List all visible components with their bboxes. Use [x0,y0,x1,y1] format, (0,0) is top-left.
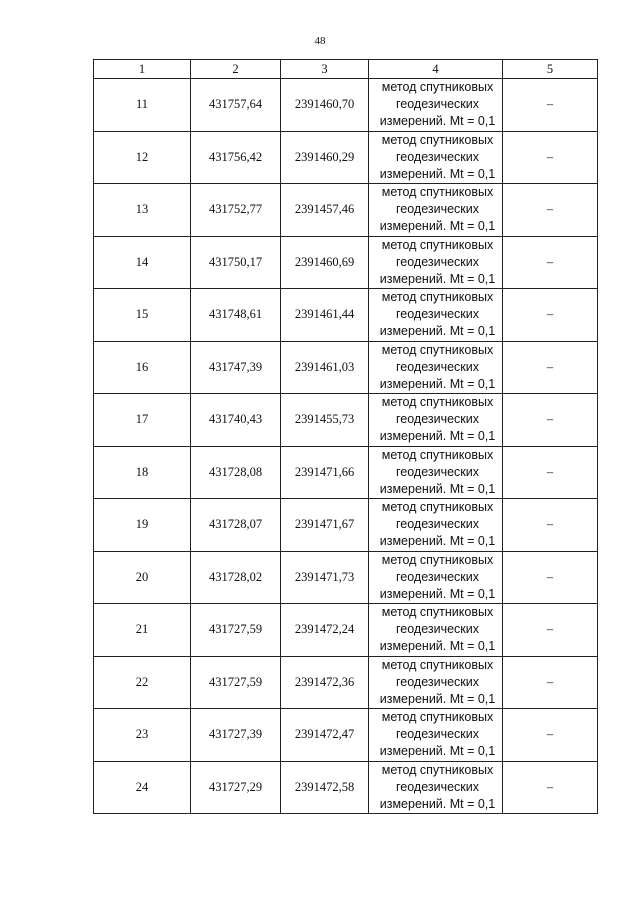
note-cell: – [503,709,598,762]
y-coordinate-cell: 2391471,73 [281,551,369,604]
note-cell: – [503,341,598,394]
y-coordinate-cell: 2391460,69 [281,236,369,289]
point-number-cell: 23 [94,709,191,762]
y-coordinate-cell: 2391461,44 [281,289,369,342]
table-row [94,499,598,552]
method-text-line: метод спутниковых [381,185,494,200]
point-number-cell: 11 [94,79,191,132]
method-cell [369,236,503,289]
table-row [94,709,598,762]
method-text-line: измерений. Mt = 0,1 [379,114,496,129]
point-number-cell: 14 [94,236,191,289]
method-text-line: геодезических [395,779,479,794]
y-coordinate-cell: 2391472,36 [281,656,369,709]
table-row [94,761,598,814]
note-cell: – [503,184,598,237]
y-coordinate-cell: 2391461,03 [281,341,369,394]
table-row [94,446,598,499]
x-coordinate-cell: 431750,17 [191,236,281,289]
method-text-line: геодезических [395,517,479,532]
table-row [94,236,598,289]
method-text-line: геодезических [395,569,479,584]
method-text-line: измерений. Mt = 0,1 [379,481,496,496]
x-coordinate-cell: 431752,77 [191,184,281,237]
x-coordinate-cell: 431748,61 [191,289,281,342]
method-text-line: геодезических [395,307,479,322]
x-coordinate-cell: 431727,59 [191,656,281,709]
method-text-line: геодезических [395,97,479,112]
point-number-cell: 13 [94,184,191,237]
method-text-line: геодезических [395,149,479,164]
x-coordinate-cell: 431727,39 [191,709,281,762]
table-body [94,79,598,814]
method-text-line: метод спутниковых [381,710,494,725]
method-text-line: измерений. Mt = 0,1 [379,166,496,181]
y-coordinate-cell: 2391471,66 [281,446,369,499]
method-text-line: метод спутниковых [381,762,494,777]
x-coordinate-cell: 431740,43 [191,394,281,447]
method-cell [369,709,503,762]
method-text-line: геодезических [395,412,479,427]
method-text-line: геодезических [395,202,479,217]
point-number-cell: 15 [94,289,191,342]
column-header-2: 2 [191,60,281,79]
method-cell [369,604,503,657]
table-row [94,394,598,447]
method-cell [369,551,503,604]
note-cell: – [503,131,598,184]
x-coordinate-cell: 431757,64 [191,79,281,132]
column-header-4: 4 [369,60,503,79]
method-text-line: метод спутниковых [381,237,494,252]
table-row [94,131,598,184]
method-text-line: измерений. Mt = 0,1 [379,324,496,339]
method-text-line: метод спутниковых [381,342,494,357]
note-cell: – [503,604,598,657]
x-coordinate-cell: 431727,59 [191,604,281,657]
method-text-line: измерений. Mt = 0,1 [379,586,496,601]
note-cell: – [503,761,598,814]
method-cell [369,656,503,709]
method-cell [369,394,503,447]
table-header-row [94,60,598,79]
method-text-line: измерений. Mt = 0,1 [379,639,496,654]
method-text-line: метод спутниковых [381,395,494,410]
x-coordinate-cell: 431728,08 [191,446,281,499]
note-cell: – [503,551,598,604]
coordinates-table [93,59,598,814]
method-text-line: метод спутниковых [381,447,494,462]
x-coordinate-cell: 431747,39 [191,341,281,394]
y-coordinate-cell: 2391472,47 [281,709,369,762]
method-text-line: геодезических [395,254,479,269]
method-cell [369,289,503,342]
point-number-cell: 16 [94,341,191,394]
table-row [94,656,598,709]
method-cell [369,446,503,499]
method-text-line: измерений. Mt = 0,1 [379,376,496,391]
method-cell [369,79,503,132]
table-row [94,184,598,237]
y-coordinate-cell: 2391472,58 [281,761,369,814]
method-cell [369,131,503,184]
note-cell: – [503,446,598,499]
note-cell: – [503,499,598,552]
method-text-line: измерений. Mt = 0,1 [379,271,496,286]
note-cell: – [503,394,598,447]
point-number-cell: 20 [94,551,191,604]
method-cell [369,761,503,814]
method-text-line: геодезических [395,622,479,637]
method-text-line: геодезических [395,674,479,689]
method-text-line: измерений. Mt = 0,1 [379,534,496,549]
method-text-line: метод спутниковых [381,552,494,567]
method-text-line: метод спутниковых [381,605,494,620]
table-row [94,79,598,132]
x-coordinate-cell: 431728,07 [191,499,281,552]
table-row [94,551,598,604]
point-number-cell: 22 [94,656,191,709]
method-text-line: метод спутниковых [381,290,494,305]
method-cell [369,499,503,552]
method-text-line: метод спутниковых [381,132,494,147]
method-text-line: измерений. Mt = 0,1 [379,429,496,444]
table-row [94,604,598,657]
x-coordinate-cell: 431727,29 [191,761,281,814]
point-number-cell: 12 [94,131,191,184]
y-coordinate-cell: 2391457,46 [281,184,369,237]
point-number-cell: 18 [94,446,191,499]
method-cell [369,184,503,237]
point-number-cell: 24 [94,761,191,814]
note-cell: – [503,289,598,342]
method-text-line: измерений. Mt = 0,1 [379,744,496,759]
x-coordinate-cell: 431756,42 [191,131,281,184]
method-text-line: измерений. Mt = 0,1 [379,691,496,706]
method-text-line: измерений. Mt = 0,1 [379,796,496,811]
method-text-line: геодезических [395,359,479,374]
x-coordinate-cell: 431728,02 [191,551,281,604]
y-coordinate-cell: 2391472,24 [281,604,369,657]
table-row [94,289,598,342]
method-text-line: измерений. Mt = 0,1 [379,219,496,234]
note-cell: – [503,656,598,709]
method-text-line: метод спутниковых [381,500,494,515]
method-text-line: геодезических [395,464,479,479]
y-coordinate-cell: 2391471,67 [281,499,369,552]
note-cell: – [503,79,598,132]
point-number-cell: 17 [94,394,191,447]
y-coordinate-cell: 2391460,29 [281,131,369,184]
column-header-5: 5 [503,60,598,79]
method-cell [369,341,503,394]
column-header-3: 3 [281,60,369,79]
point-number-cell: 19 [94,499,191,552]
y-coordinate-cell: 2391460,70 [281,79,369,132]
table-row [94,341,598,394]
point-number-cell: 21 [94,604,191,657]
y-coordinate-cell: 2391455,73 [281,394,369,447]
method-text-line: метод спутниковых [381,657,494,672]
method-text-line: метод спутниковых [381,80,494,95]
column-header-1: 1 [94,60,191,79]
page-number: 48 [314,35,326,47]
method-text-line: геодезических [395,727,479,742]
note-cell: – [503,236,598,289]
